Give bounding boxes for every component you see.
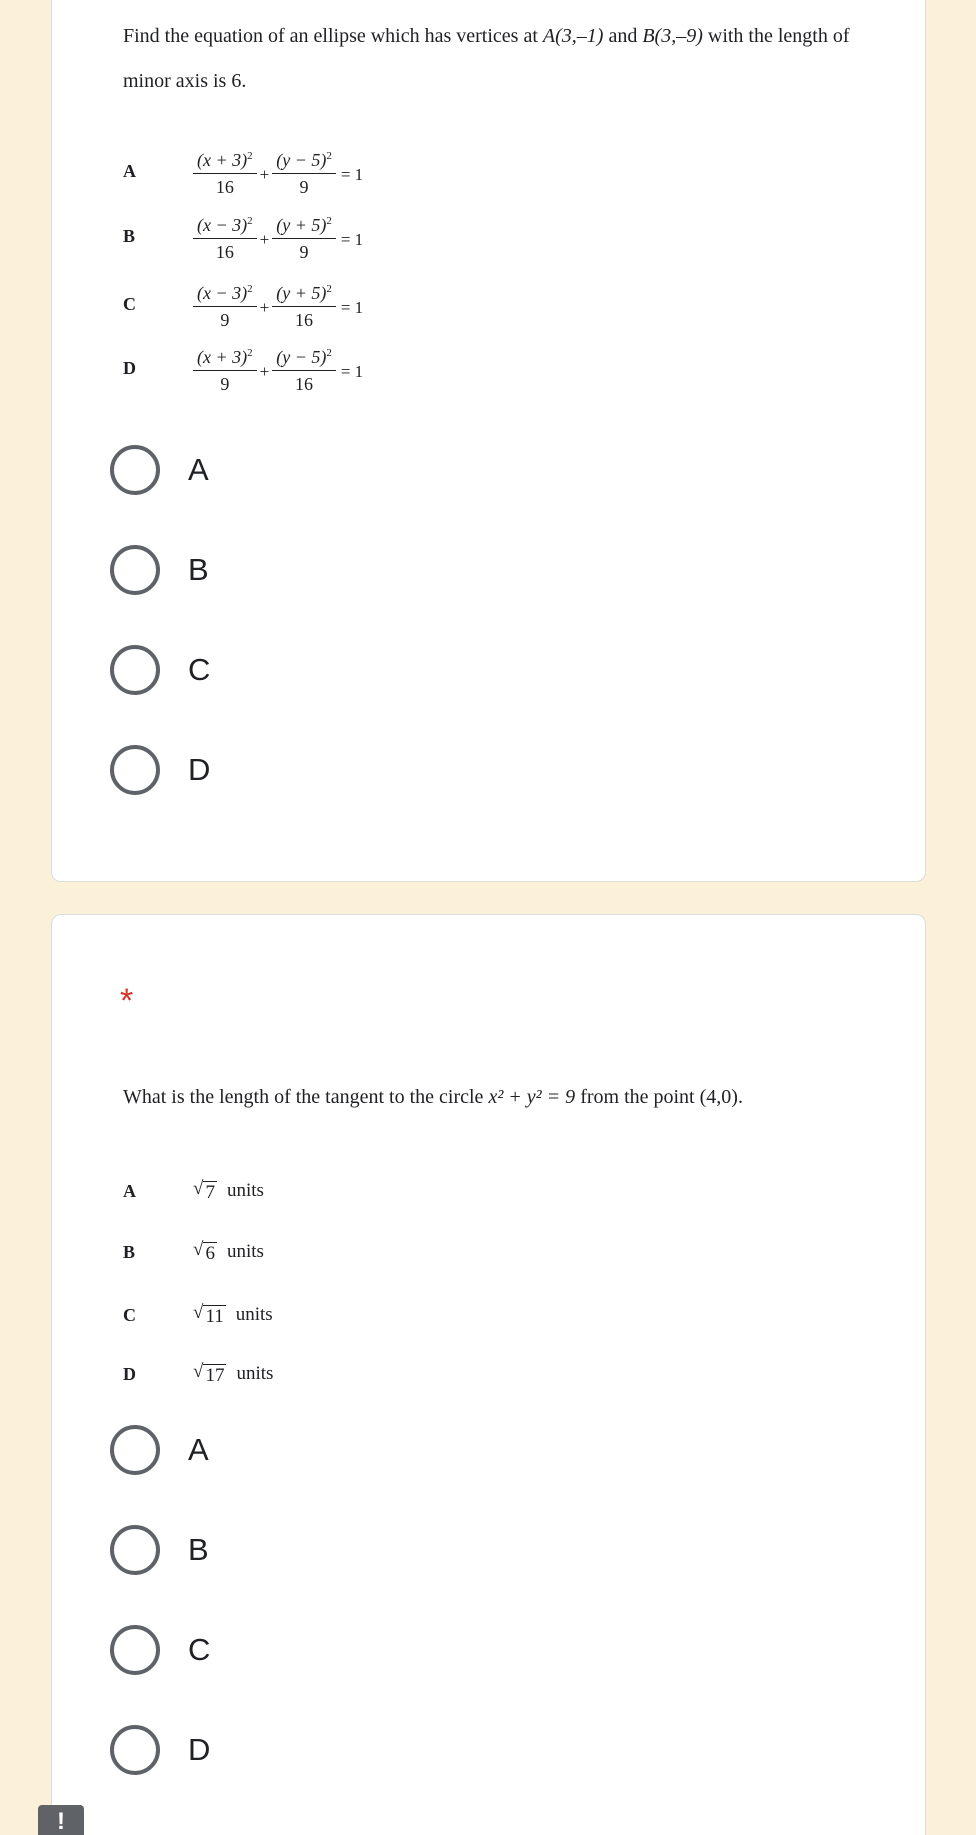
circle-equation: x² + y² = 9 xyxy=(488,1086,576,1108)
radio-button[interactable] xyxy=(110,1525,160,1575)
q1-choice-d[interactable]: D xyxy=(110,745,210,795)
radio-button[interactable] xyxy=(110,545,160,595)
fraction: $\frac{(x - 3)^2}{16}$ xyxy=(193,210,257,263)
printed-option-b: B √ 6 units xyxy=(123,1239,264,1264)
q1-choice-c[interactable]: C xyxy=(110,645,210,695)
radio-button[interactable] xyxy=(110,745,160,795)
radio-button[interactable] xyxy=(110,445,160,495)
printed-option-c: C $\frac{(x - 3)^2}{9}$ + $\frac{(y + 5)^2}{16}$ = 1 xyxy=(123,279,366,329)
fraction: $\frac{(y - 5)^2}{16}$ xyxy=(272,342,336,395)
printed-option-d: D √ 17 units xyxy=(123,1361,274,1386)
point: (4,0). xyxy=(699,1086,743,1108)
square-root: √ 7 xyxy=(193,1178,215,1203)
fraction: $\frac{(x + 3)^2}{16}$ xyxy=(193,145,257,198)
q2-choice-c[interactable]: C xyxy=(110,1625,210,1675)
fraction: $\frac{(x - 3)^2}{9}$ xyxy=(193,278,257,331)
square-root: √ 6 xyxy=(193,1239,215,1264)
printed-option-d: D $\frac{(x + 3)^2}{9}$ + $\frac{(y - 5)^2}{16}$ = 1 xyxy=(123,343,366,393)
q1-choice-b[interactable]: B xyxy=(110,545,209,595)
q1-choice-a[interactable]: A xyxy=(110,445,209,495)
radio-button[interactable] xyxy=(110,1425,160,1475)
printed-option-c: C √ 11 units xyxy=(123,1302,273,1327)
alert-icon[interactable]: ! xyxy=(38,1805,84,1835)
radio-button[interactable] xyxy=(110,1625,160,1675)
printed-option-a: A √ 7 units xyxy=(123,1178,264,1203)
fraction: $\frac{(y - 5)^2}{9}$ xyxy=(272,145,336,198)
printed-option-b: B $\frac{(x - 3)^2}{16}$ + $\frac{(y + 5)^2}{9}$ = 1 xyxy=(123,211,366,261)
vertex-b: B(3,–9) xyxy=(642,25,703,47)
q2-choice-d[interactable]: D xyxy=(110,1725,210,1775)
question-card-2 xyxy=(51,914,926,1835)
question-text: What is the length of the tangent to the circle x² + y² = 9 from the point (4,0). xyxy=(123,1086,743,1108)
required-asterisk: * xyxy=(120,982,134,1020)
radio-button[interactable] xyxy=(110,645,160,695)
fraction: $\frac{(y + 5)^2}{16}$ xyxy=(272,278,336,331)
q2-choice-a[interactable]: A xyxy=(110,1425,209,1475)
radio-button[interactable] xyxy=(110,1725,160,1775)
fraction: $\frac{(x + 3)^2}{9}$ xyxy=(193,342,257,395)
fraction: $\frac{(y + 5)^2}{9}$ xyxy=(272,210,336,263)
square-root: √ 11 xyxy=(193,1302,224,1327)
q2-choice-b[interactable]: B xyxy=(110,1525,209,1575)
printed-option-a: A $\frac{(x + 3)^2}{16}$ + $\frac{(y - 5)^2}{9}$ = 1 xyxy=(123,146,366,196)
vertex-a: A(3,–1) xyxy=(542,25,604,47)
question-text: Find the equation of an ellipse which has vertices at A(3,–1) and B(3,–9) with the length of minor axis is 6. xyxy=(123,25,850,92)
square-root: √ 17 xyxy=(193,1361,225,1386)
